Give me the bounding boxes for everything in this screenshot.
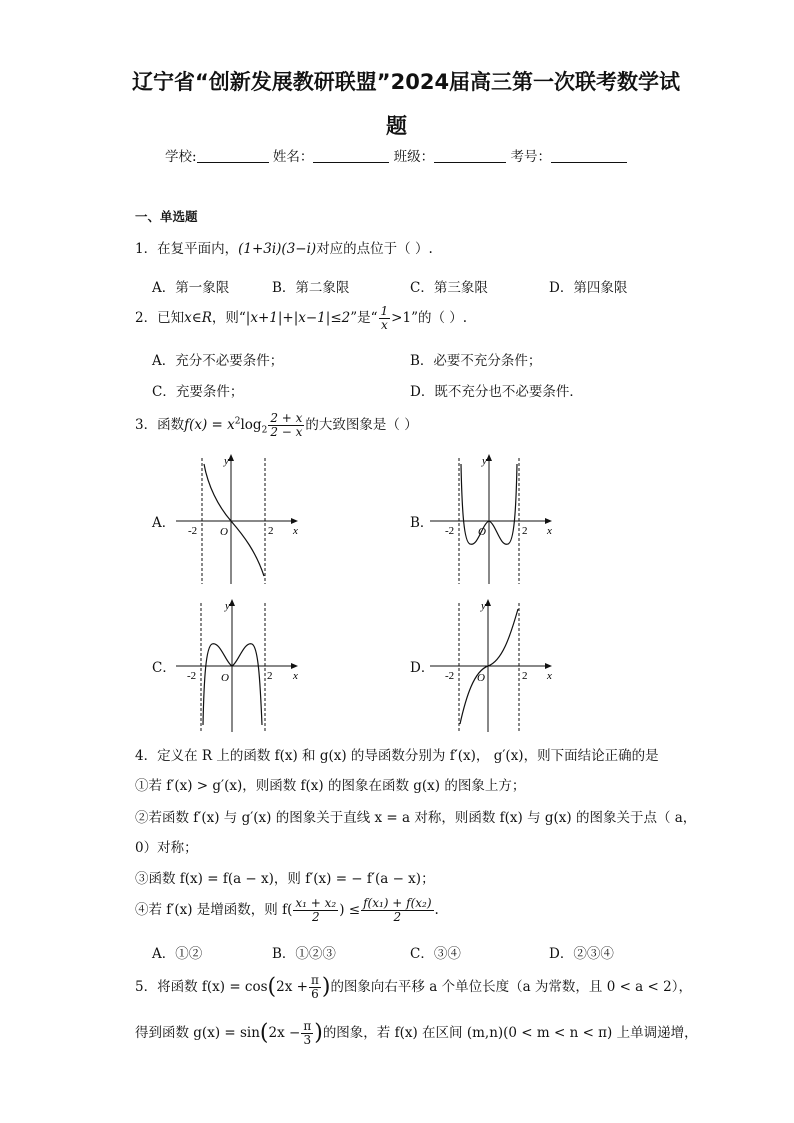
q3-log: log — [240, 417, 262, 433]
q2-number: 2． — [135, 310, 158, 326]
q2-text: 已知 — [157, 310, 185, 326]
graph-d-neg2: -2 — [445, 670, 455, 682]
q4-statement-1: ①若 f′(x) > g′(x)，则函数 f(x) 的图象在函数 g(x) 的图象上方； — [135, 778, 526, 794]
q4-statement-2-cont: 0）对称； — [135, 840, 198, 856]
q4-statement-3: ③函数 f(x) = f(a − x)，则 f′(x) = − f′(a − x)； — [135, 871, 435, 887]
q1-option-d[interactable]: D．第四象限 — [549, 280, 628, 296]
graph-b — [430, 452, 560, 584]
q3-option-c[interactable]: C． — [152, 660, 176, 676]
graph-a-neg2: -2 — [188, 525, 198, 537]
class-label: 班级： — [393, 149, 435, 165]
graph-b-origin: O — [478, 526, 486, 538]
q4-option-b[interactable]: B．①②③ — [272, 946, 336, 962]
q2-text-end: ”的（ ）. — [411, 310, 468, 326]
q3-option-a[interactable]: A． — [152, 515, 176, 531]
class-field[interactable] — [434, 149, 506, 163]
q2-inequality: |x+1|+|x−1|≤2 — [245, 310, 351, 326]
q1-option-b[interactable]: B．第二象限 — [272, 280, 350, 296]
graph-a-xlabel: x — [293, 525, 298, 537]
school-label: 学校: — [165, 149, 197, 165]
q2-fraction: $\frac{1}{x}$ — [380, 304, 389, 332]
q3-option-b[interactable]: B． — [410, 515, 434, 531]
graph-a-ylabel: y — [224, 455, 229, 467]
graph-d-ylabel: y — [481, 600, 486, 612]
question-5-line2: 得到函数 g(x) = sin(2x − $\frac{\pi}{3}$ )的图象，若 f(x) 在区间 (m,n)(0 < m < n < π) 上单调递增， — [135, 1019, 698, 1047]
q3-text-end: 的大致图象是（ ） — [305, 417, 418, 433]
graph-b-ylabel: y — [482, 455, 487, 467]
graph-c-origin: O — [221, 672, 229, 684]
q4-statement-2: ②若函数 f′(x) 与 g′(x) 的图象关于直线 x = a 对称，则函数 f(x) 与 g(x) 的图象关于点（ a， — [135, 810, 697, 826]
graph-c-ylabel: y — [225, 600, 230, 612]
page-title-line2: 题 — [386, 114, 407, 138]
graph-b-neg2: -2 — [445, 525, 455, 537]
q3-number: 3． — [135, 417, 158, 433]
q4-option-c[interactable]: C．③④ — [410, 946, 461, 962]
q1-expression: (1+3i)(3−i) — [238, 241, 317, 257]
question-4: 4．定义在 R 上的函数 f(x) 和 g(x) 的导函数分别为 f′(x)， g′(x)，则下面结论正确的是 — [135, 748, 659, 764]
graph-c-neg2: -2 — [187, 670, 197, 682]
question-5: 5．将函数 f(x) = cos(2x + $\frac{\pi}{6}$ )的图象向右平移 a 个单位长度（a 为常数，且 0 < a < 2）， — [135, 973, 692, 1001]
graph-c-pos2: 2 — [267, 670, 273, 682]
graph-a-origin: O — [220, 526, 228, 538]
graph-d-origin: O — [477, 672, 485, 684]
graph-c-xlabel: x — [293, 670, 298, 682]
q4-option-d[interactable]: D．②③④ — [549, 946, 614, 962]
page-title: 辽宁省“创新发展教研联盟”2024届高三第一次联考数学试 — [132, 70, 681, 94]
q2-text-3: ”是“ — [350, 310, 378, 326]
q3-option-d[interactable]: D． — [410, 660, 435, 676]
q2-option-a[interactable]: A．充分不必要条件； — [152, 353, 284, 369]
q3-log-base: 2 — [261, 425, 268, 436]
graph-a-pos2: 2 — [268, 525, 274, 537]
name-label: 姓名： — [272, 149, 314, 165]
q2-gt: >1 — [391, 310, 412, 326]
graph-b-xlabel: x — [547, 525, 552, 537]
info-fields — [165, 145, 627, 165]
graph-d-pos2: 2 — [522, 670, 528, 682]
q2-option-d[interactable]: D．既不充分也不必要条件． — [410, 384, 583, 400]
question-3 — [135, 412, 418, 439]
graph-b-pos2: 2 — [522, 525, 528, 537]
q1-number: 1． — [135, 241, 158, 257]
school-field[interactable] — [197, 149, 269, 163]
graph-d-xlabel: x — [547, 670, 552, 682]
q2-text-2: ，则“ — [211, 310, 246, 326]
name-field[interactable] — [313, 149, 389, 163]
q1-text-end: 对应的点位于（ ）. — [316, 241, 433, 257]
q3-fraction: $\frac{2 + x}{2 - x}$ — [270, 411, 303, 439]
q2-condition: x∈R — [184, 310, 212, 326]
q3-function: f(x) = x — [184, 417, 235, 433]
question-2 — [135, 305, 467, 332]
q1-option-c[interactable]: C．第三象限 — [410, 280, 488, 296]
q1-option-a[interactable]: A．第一象限 — [152, 280, 230, 296]
section-title: 一、单选题 — [135, 209, 198, 224]
q1-text: 在复平面内， — [157, 241, 239, 257]
q4-option-a[interactable]: A．①② — [152, 946, 203, 962]
graph-c — [176, 597, 306, 732]
graph-a — [176, 452, 306, 584]
question-1 — [135, 237, 433, 257]
graph-d — [430, 597, 560, 732]
q3-text: 函数 — [157, 417, 185, 433]
q2-option-c[interactable]: C．充要条件； — [152, 384, 244, 400]
exam-number-field[interactable] — [551, 149, 627, 163]
q3-exponent: 2 — [234, 416, 241, 427]
q2-option-b[interactable]: B．必要不充分条件； — [410, 353, 542, 369]
exam-number-label: 考号： — [510, 149, 551, 165]
q4-statement-4: ④若 f′(x) 是增函数，则 f( $\frac{\text{x₁ + x₂}}{2}$ ) ≤ $\frac{\text{f(x₁) + f(x₂)}}{2}$ . — [135, 896, 439, 924]
